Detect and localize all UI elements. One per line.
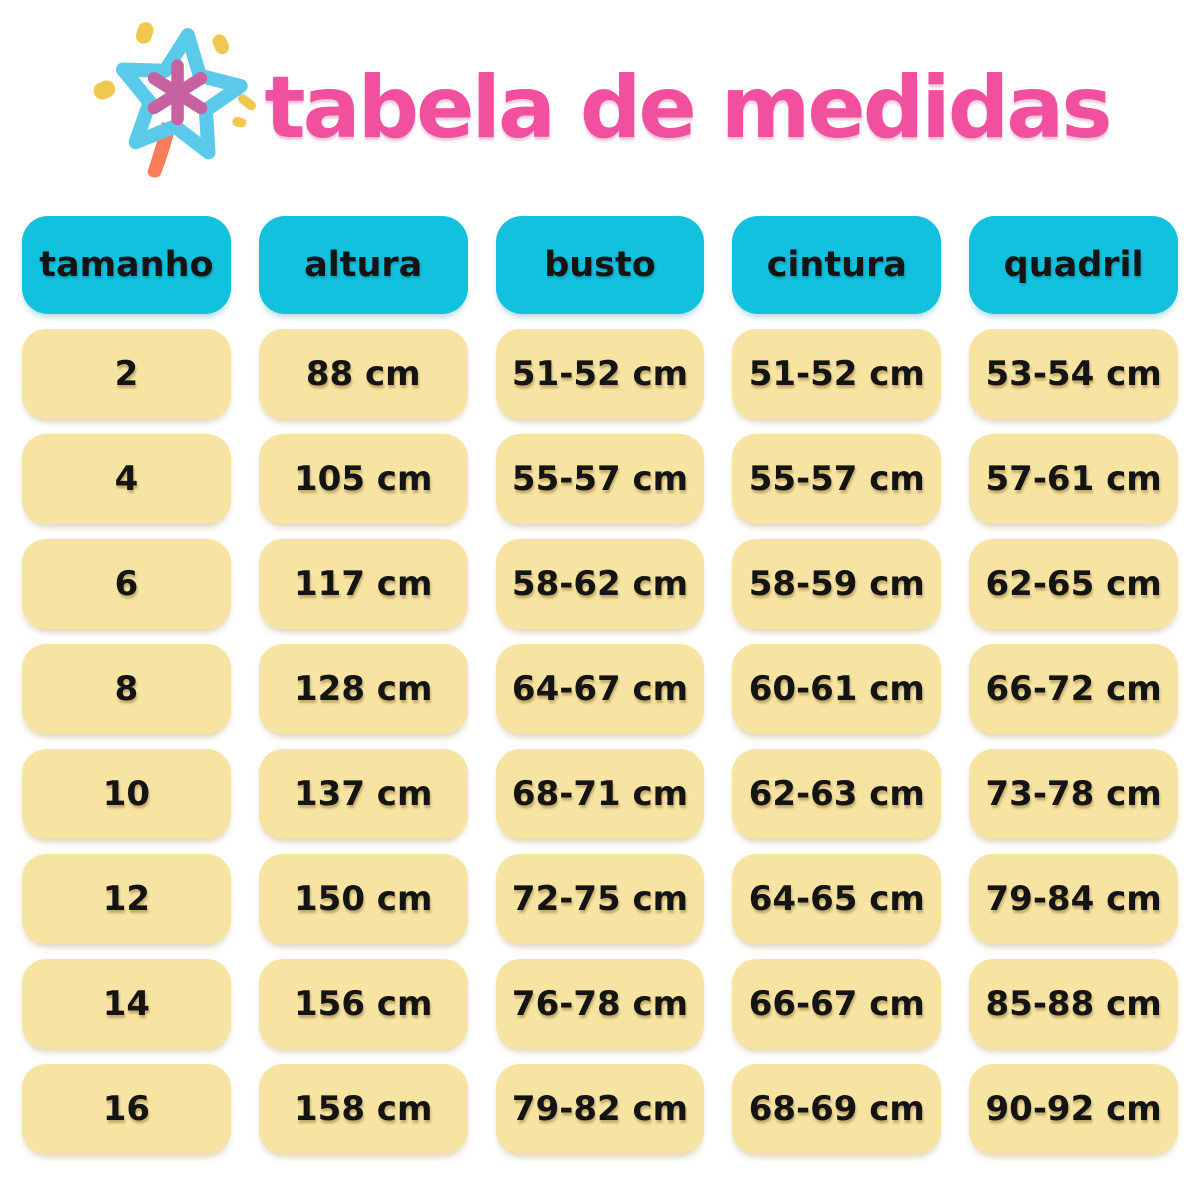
measure-cell-row6-col2: 76-78 cm: [496, 959, 705, 1049]
measure-cell-row3-col2: 64-67 cm: [496, 644, 705, 734]
column-header-altura: altura: [259, 216, 468, 314]
measure-cell-row4-col3: 62-63 cm: [732, 749, 941, 839]
size-cell-row1: 4: [22, 434, 231, 524]
measure-cell-row4-col2: 68-71 cm: [496, 749, 705, 839]
size-cell-row6: 14: [22, 959, 231, 1049]
measure-cell-row3-col1: 128 cm: [259, 644, 468, 734]
measure-cell-row0-col4: 53-54 cm: [969, 329, 1178, 419]
measure-cell-row0-col1: 88 cm: [259, 329, 468, 419]
measure-cell-row6-col3: 66-67 cm: [732, 959, 941, 1049]
measure-cell-row7-col3: 68-69 cm: [732, 1064, 941, 1154]
column-header-tamanho: tamanho: [22, 216, 231, 314]
measure-cell-row2-col2: 58-62 cm: [496, 539, 705, 629]
measure-cell-row5-col3: 64-65 cm: [732, 854, 941, 944]
size-cell-row7: 16: [22, 1064, 231, 1154]
measure-cell-row2-col3: 58-59 cm: [732, 539, 941, 629]
measure-cell-row4-col1: 137 cm: [259, 749, 468, 839]
measure-cell-row5-col4: 79-84 cm: [969, 854, 1178, 944]
page-title: tabela de medidas: [264, 58, 1110, 158]
column-header-quadril: quadril: [969, 216, 1178, 314]
measure-cell-row6-col1: 156 cm: [259, 959, 468, 1049]
measure-cell-row5-col2: 72-75 cm: [496, 854, 705, 944]
measure-cell-row1-col2: 55-57 cm: [496, 434, 705, 524]
size-table: [0, 208, 1200, 1154]
measure-cell-row1-col1: 105 cm: [259, 434, 468, 524]
column-header-cintura: cintura: [732, 216, 941, 314]
measure-cell-row0-col2: 51-52 cm: [496, 329, 705, 419]
measure-cell-row7-col1: 158 cm: [259, 1064, 468, 1154]
size-cell-row0: 2: [22, 329, 231, 419]
measure-cell-row2-col1: 117 cm: [259, 539, 468, 629]
measure-cell-row2-col4: 62-65 cm: [969, 539, 1178, 629]
measure-cell-row7-col2: 79-82 cm: [496, 1064, 705, 1154]
size-cell-row3: 8: [22, 644, 231, 734]
measure-cell-row6-col4: 85-88 cm: [969, 959, 1178, 1049]
measure-cell-row1-col4: 57-61 cm: [969, 434, 1178, 524]
size-cell-row2: 6: [22, 539, 231, 629]
measure-cell-row3-col3: 60-61 cm: [732, 644, 941, 734]
magic-wand-star-icon: [90, 22, 262, 194]
measure-cell-row5-col1: 150 cm: [259, 854, 468, 944]
measure-cell-row4-col4: 73-78 cm: [969, 749, 1178, 839]
measure-cell-row1-col3: 55-57 cm: [732, 434, 941, 524]
measure-cell-row0-col3: 51-52 cm: [732, 329, 941, 419]
measure-cell-row7-col4: 90-92 cm: [969, 1064, 1178, 1154]
column-header-busto: busto: [496, 216, 705, 314]
size-cell-row5: 12: [22, 854, 231, 944]
header: [0, 0, 1200, 208]
measure-cell-row3-col4: 66-72 cm: [969, 644, 1178, 734]
size-cell-row4: 10: [22, 749, 231, 839]
